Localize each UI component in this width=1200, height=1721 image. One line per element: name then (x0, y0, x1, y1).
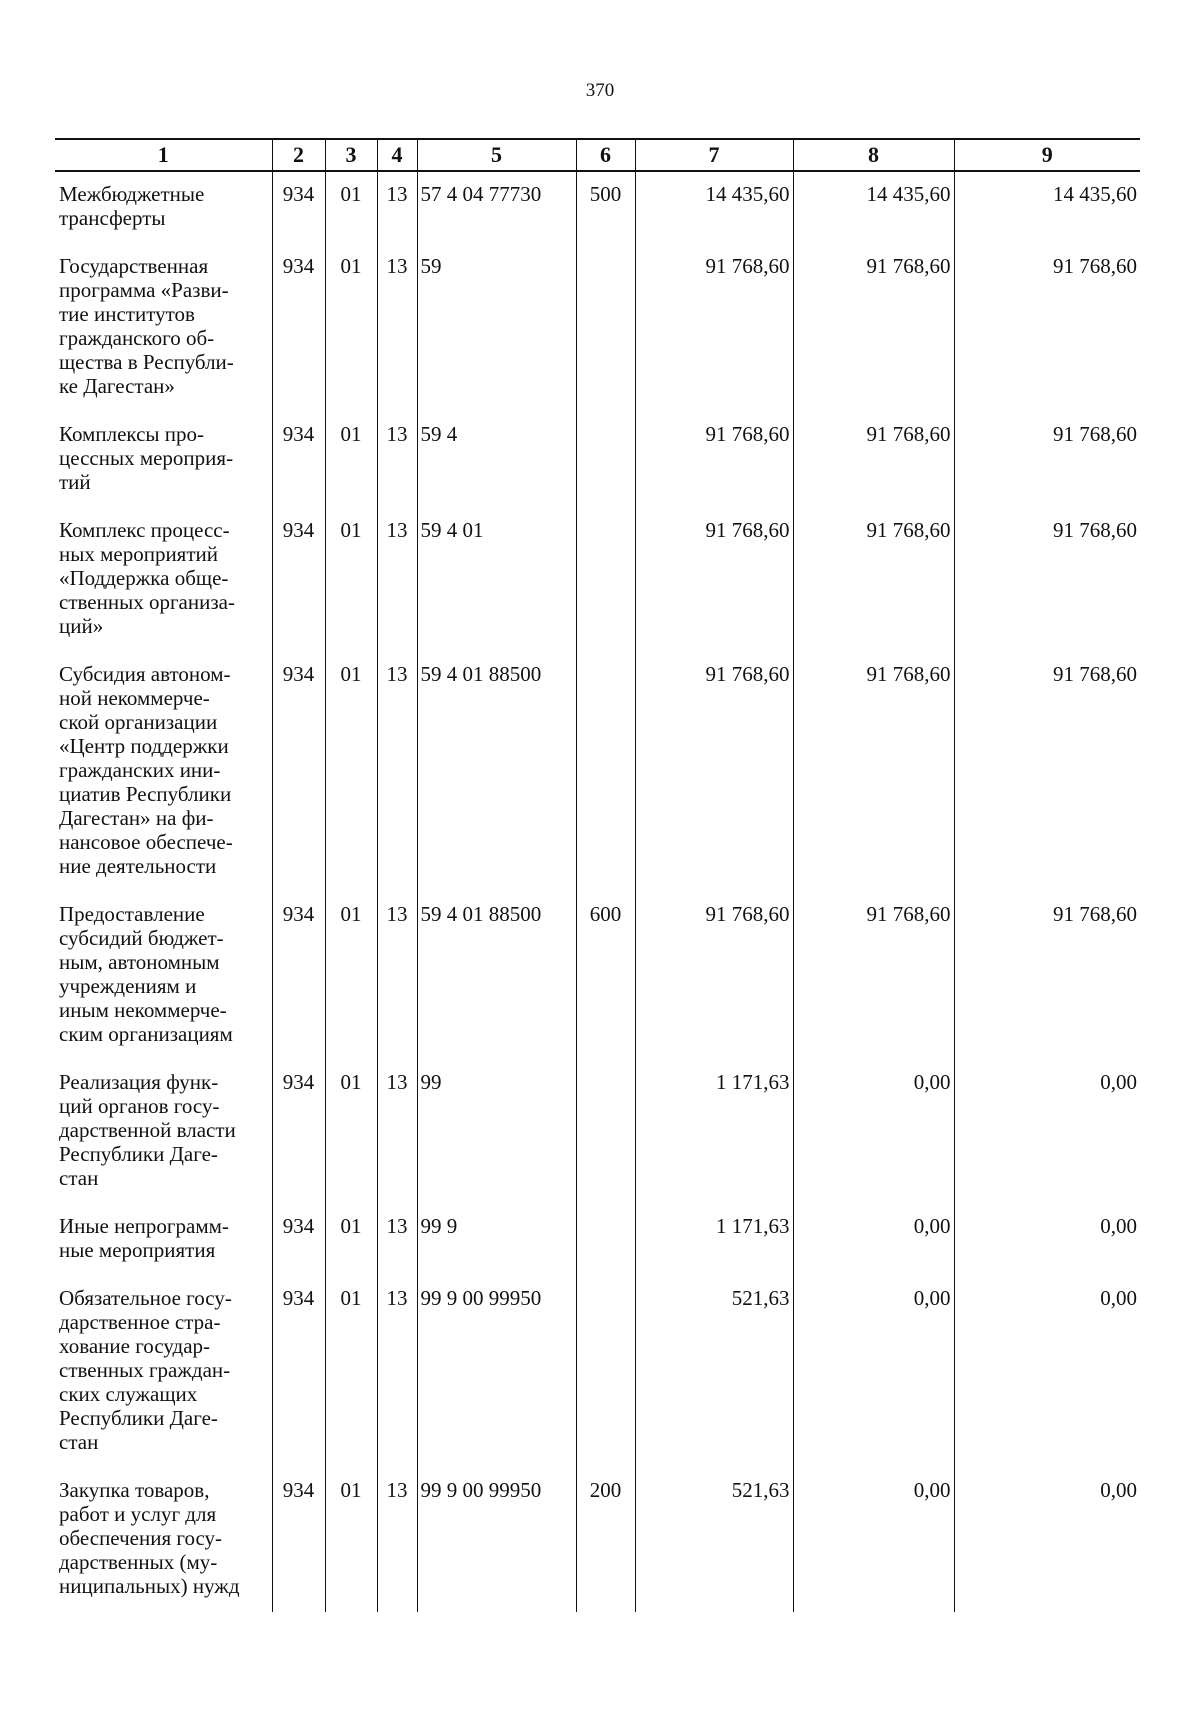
column-header-4: 4 (377, 139, 417, 171)
row-name-text: Реализация функ- ций органов госу- дарственной власти Республики Даге- стан (59, 1070, 236, 1190)
amount-col8-cell: 0,00 (793, 1204, 954, 1276)
section-cell: 01 (325, 1276, 377, 1468)
table-row (55, 508, 1140, 652)
amount-col9-cell: 0,00 (954, 1468, 1140, 1612)
amount-col7-cell: 91 768,60 (635, 652, 793, 892)
target-article-cell: 99 (417, 1060, 576, 1204)
row-name-text: Комплекс процесс- ных мероприятий «Поддержка обще- ственных организа- ций» (59, 518, 235, 638)
section-cell: 01 (325, 244, 377, 412)
amount-col8-cell: 91 768,60 (793, 652, 954, 892)
admin-code-cell: 934 (272, 892, 325, 1060)
table-row (55, 171, 1140, 244)
admin-code-cell: 934 (272, 1276, 325, 1468)
amount-col9-cell: 0,00 (954, 1060, 1140, 1204)
row-name-text: Иные непрограмм- ные мероприятия (59, 1214, 229, 1262)
expense-type-cell (576, 1276, 635, 1468)
table-row (55, 244, 1140, 412)
admin-code-cell: 934 (272, 652, 325, 892)
expense-type-cell: 500 (576, 171, 635, 244)
section-cell: 01 (325, 1060, 377, 1204)
row-name (55, 1204, 272, 1276)
amount-col8-cell: 0,00 (793, 1276, 954, 1468)
section-cell: 01 (325, 171, 377, 244)
section-cell: 01 (325, 652, 377, 892)
row-name (55, 652, 272, 892)
target-article-cell: 59 4 (417, 412, 576, 508)
row-name (55, 244, 272, 412)
column-header-6: 6 (576, 139, 635, 171)
expense-type-cell (576, 508, 635, 652)
column-header-5: 5 (417, 139, 576, 171)
budget-table-container (55, 138, 1140, 1612)
table-row (55, 1060, 1140, 1204)
amount-col9-cell: 91 768,60 (954, 508, 1140, 652)
column-header-2: 2 (272, 139, 325, 171)
expense-type-cell (576, 1060, 635, 1204)
column-header-8: 8 (793, 139, 954, 171)
amount-col7-cell: 521,63 (635, 1276, 793, 1468)
row-name (55, 1060, 272, 1204)
admin-code-cell: 934 (272, 508, 325, 652)
expense-type-cell: 200 (576, 1468, 635, 1612)
row-name (55, 1468, 272, 1612)
target-article-cell: 59 4 01 (417, 508, 576, 652)
subsection-cell: 13 (377, 652, 417, 892)
amount-col9-cell: 91 768,60 (954, 652, 1140, 892)
section-cell: 01 (325, 1468, 377, 1612)
subsection-cell: 13 (377, 1468, 417, 1612)
row-name-text: Закупка товаров, работ и услуг для обеспечения госу- дарственных (му- ниципальных) нужд (59, 1478, 240, 1598)
table-row (55, 892, 1140, 1060)
amount-col9-cell: 91 768,60 (954, 244, 1140, 412)
subsection-cell: 13 (377, 171, 417, 244)
target-article-cell: 59 4 01 88500 (417, 892, 576, 1060)
row-name-text: Предоставление субсидий бюджет- ным, автономным учреждениям и иным некоммерче- ским организациям (59, 902, 233, 1046)
table-header-row (55, 139, 1140, 171)
amount-col9-cell: 14 435,60 (954, 171, 1140, 244)
subsection-cell: 13 (377, 1276, 417, 1468)
amount-col7-cell: 91 768,60 (635, 508, 793, 652)
amount-col7-cell: 14 435,60 (635, 171, 793, 244)
target-article-cell: 59 4 01 88500 (417, 652, 576, 892)
amount-col7-cell: 91 768,60 (635, 244, 793, 412)
amount-col8-cell: 0,00 (793, 1468, 954, 1612)
subsection-cell: 13 (377, 508, 417, 652)
column-header-3: 3 (325, 139, 377, 171)
amount-col8-cell: 91 768,60 (793, 412, 954, 508)
amount-col8-cell: 91 768,60 (793, 892, 954, 1060)
admin-code-cell: 934 (272, 1204, 325, 1276)
amount-col9-cell: 0,00 (954, 1204, 1140, 1276)
column-header-1: 1 (55, 139, 272, 171)
row-name (55, 508, 272, 652)
target-article-cell: 99 9 (417, 1204, 576, 1276)
amount-col7-cell: 91 768,60 (635, 892, 793, 1060)
target-article-cell: 99 9 00 99950 (417, 1468, 576, 1612)
row-name (55, 171, 272, 244)
amount-col7-cell: 1 171,63 (635, 1204, 793, 1276)
subsection-cell: 13 (377, 412, 417, 508)
row-name-text: Обязательное госу- дарственное стра- хование государ- ственных граждан- ских служащих Республики Даге- стан (59, 1286, 232, 1454)
row-name (55, 412, 272, 508)
amount-col8-cell: 91 768,60 (793, 244, 954, 412)
admin-code-cell: 934 (272, 171, 325, 244)
page-number: 370 (585, 80, 615, 101)
amount-col7-cell: 521,63 (635, 1468, 793, 1612)
table-row (55, 1204, 1140, 1276)
expense-type-cell (576, 1204, 635, 1276)
section-cell: 01 (325, 412, 377, 508)
subsection-cell: 13 (377, 244, 417, 412)
amount-col8-cell: 14 435,60 (793, 171, 954, 244)
table-row (55, 652, 1140, 892)
amount-col9-cell: 91 768,60 (954, 892, 1140, 1060)
column-header-7: 7 (635, 139, 793, 171)
row-name (55, 1276, 272, 1468)
admin-code-cell: 934 (272, 412, 325, 508)
target-article-cell: 57 4 04 77730 (417, 171, 576, 244)
amount-col9-cell: 91 768,60 (954, 412, 1140, 508)
table-row (55, 1468, 1140, 1612)
expense-type-cell (576, 652, 635, 892)
expense-type-cell: 600 (576, 892, 635, 1060)
amount-col8-cell: 0,00 (793, 1060, 954, 1204)
amount-col7-cell: 1 171,63 (635, 1060, 793, 1204)
target-article-cell: 59 (417, 244, 576, 412)
admin-code-cell: 934 (272, 244, 325, 412)
row-name-text: Субсидия автоном- ной некоммерче- ской организации «Центр поддержки гражданских ини- циатив Республики Дагестан» на фи- нансовое обеспече- ние деятельности (59, 662, 233, 878)
row-name (55, 892, 272, 1060)
amount-col8-cell: 91 768,60 (793, 508, 954, 652)
amount-col7-cell: 91 768,60 (635, 412, 793, 508)
section-cell: 01 (325, 892, 377, 1060)
row-name-text: Межбюджетные трансферты (59, 182, 205, 230)
section-cell: 01 (325, 508, 377, 652)
amount-col9-cell: 0,00 (954, 1276, 1140, 1468)
table-row (55, 1276, 1140, 1468)
subsection-cell: 13 (377, 892, 417, 1060)
target-article-cell: 99 9 00 99950 (417, 1276, 576, 1468)
expense-type-cell (576, 244, 635, 412)
admin-code-cell: 934 (272, 1060, 325, 1204)
expense-type-cell (576, 412, 635, 508)
section-cell: 01 (325, 1204, 377, 1276)
admin-code-cell: 934 (272, 1468, 325, 1612)
row-name-text: Государственная программа «Разви- тие институтов гражданского об- щества в Республи- ке Дагестан» (59, 254, 234, 398)
subsection-cell: 13 (377, 1204, 417, 1276)
row-name-text: Комплексы про- цессных мероприя- тий (59, 422, 234, 494)
column-header-9: 9 (954, 139, 1140, 171)
subsection-cell: 13 (377, 1060, 417, 1204)
budget-table (55, 138, 1140, 1612)
table-row (55, 412, 1140, 508)
